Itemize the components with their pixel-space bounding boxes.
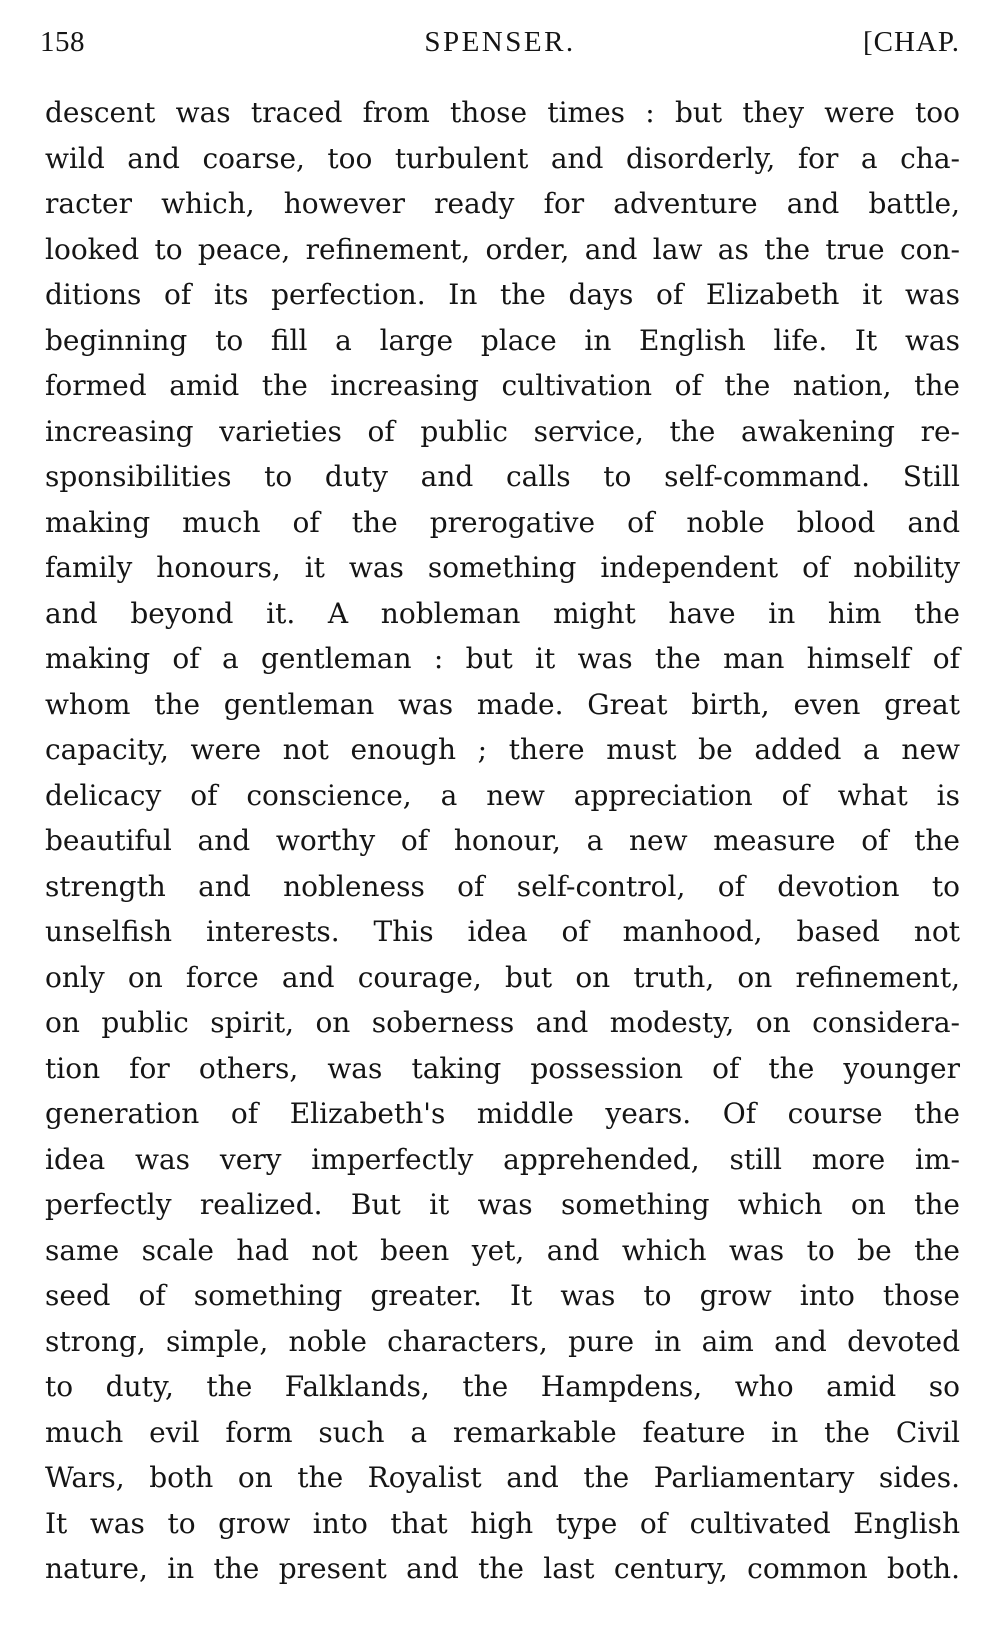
text-line: beautiful and worthy of honour, a new measure of the: [45, 824, 960, 857]
text-line: descent was traced from those times : but they were too: [45, 96, 960, 129]
text-line: family honours, it was something independent of nobility: [45, 551, 960, 584]
running-head: [40, 20, 960, 60]
text-line: strong, simple, noble characters, pure in aim and devoted: [45, 1324, 960, 1358]
text-line: delicacy of conscience, a new appreciation of what is: [45, 778, 960, 812]
text-line: seed of something greater. It was to grow into those: [45, 1279, 960, 1312]
text-line: tion for others, was taking possession of the younger: [45, 1051, 960, 1085]
text-line: generation of Elizabeth's middle years. Of course the: [45, 1097, 960, 1130]
text-line: unselfish interests. This idea of manhood, based not: [45, 915, 960, 948]
text-line: only on force and courage, but on truth, on refinement,: [45, 960, 960, 994]
text-line: to duty, the Falklands, the Hampdens, who amid so: [45, 1370, 960, 1403]
text-line: racter which, however ready for adventure and battle,: [45, 187, 960, 220]
text-line: looked to peace, refinement, order, and law as the true con-: [45, 232, 960, 266]
text-line: beginning to fill a large place in English life. It was: [45, 323, 960, 357]
text-line: making of a gentleman : but it was the man himself of: [45, 642, 960, 675]
text-line: idea was very imperfectly apprehended, still more im-: [45, 1142, 960, 1176]
text-line: formed amid the increasing cultivation of the nation, the: [45, 369, 960, 402]
text-line: nature, in the present and the last century, common both.: [45, 1552, 960, 1585]
text-line: capacity, were not enough ; there must be added a new: [45, 733, 960, 766]
text-line: same scale had not been yet, and which was to be the: [45, 1233, 960, 1267]
text-line: wild and coarse, too turbulent and disorderly, for a cha-: [45, 141, 960, 175]
book-title: SPENSER.: [424, 26, 576, 58]
text-line: ditions of its perfection. In the days of Elizabeth it was: [45, 278, 960, 311]
text-line: Wars, both on the Royalist and the Parliamentary sides.: [45, 1461, 960, 1494]
text-line: perfectly realized. But it was something which on the: [45, 1188, 960, 1221]
text-line: It was to grow into that high type of cultivated English: [45, 1506, 960, 1540]
text-line: and beyond it. A nobleman might have in him the: [45, 596, 960, 630]
chapter-mark: [CHAP.: [862, 26, 960, 58]
text-line: strength and nobleness of self-control, of devotion to: [45, 869, 960, 903]
text-line: whom the gentleman was made. Great birth, even great: [45, 687, 960, 721]
text-line: sponsibilities to duty and calls to self-command. Still: [45, 460, 960, 493]
text-line: making much of the prerogative of noble blood and: [45, 505, 960, 539]
page-number: 158: [40, 26, 85, 58]
text-line: much evil form such a remarkable feature in the Civil: [45, 1415, 960, 1449]
text-line: on public spirit, on soberness and modesty, on considera-: [45, 1006, 960, 1039]
body-text: [45, 90, 960, 1592]
text-line: increasing varieties of public service, the awakening re-: [45, 414, 960, 448]
